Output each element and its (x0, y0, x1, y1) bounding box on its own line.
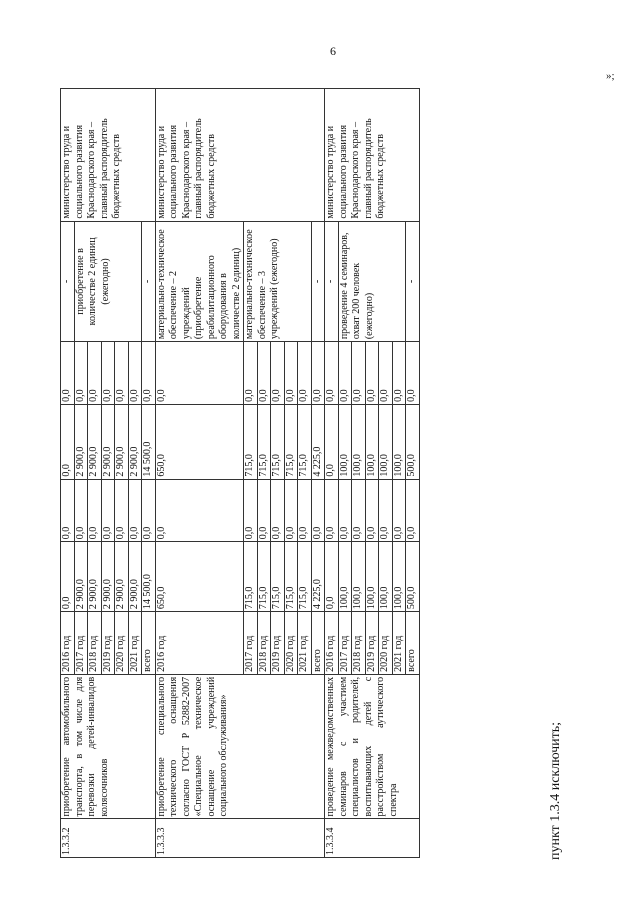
total-cell: 2 900,0 (74, 542, 88, 612)
federal-cell: 0,0 (338, 479, 352, 542)
local-cell: 0,0 (74, 342, 88, 405)
regional-cell: 715,0 (284, 404, 298, 479)
local-cell: 0,0 (101, 342, 115, 405)
regional-cell: 100,0 (352, 404, 366, 479)
federal-cell: 0,0 (311, 479, 325, 542)
year-cell: 2016 год (325, 612, 339, 675)
regional-cell: 2 900,0 (88, 404, 102, 479)
table-row (325, 89, 339, 858)
footnote: пункт 1.3.4 исключить; (548, 721, 563, 860)
total-cell: 100,0 (392, 542, 406, 612)
regional-cell: 100,0 (392, 404, 406, 479)
year-cell: 2018 год (352, 612, 366, 675)
total-cell: 2 900,0 (101, 542, 115, 612)
total-cell: 2 900,0 (115, 542, 129, 612)
regional-cell: 100,0 (379, 404, 393, 479)
federal-cell: 0,0 (74, 479, 88, 542)
regional-cell: 2 900,0 (101, 404, 115, 479)
regional-cell: 2 900,0 (115, 404, 129, 479)
year-cell: 2020 год (379, 612, 393, 675)
year-cell: всего (406, 612, 420, 675)
table-row (155, 89, 244, 858)
regional-cell: 4 225,0 (311, 404, 325, 479)
regional-cell: 715,0 (298, 404, 312, 479)
federal-cell: 0,0 (244, 479, 258, 542)
total-cell: 100,0 (379, 542, 393, 612)
local-cell: 0,0 (257, 342, 271, 405)
total-cell: 4 225,0 (311, 542, 325, 612)
total-cell: 14 500,0 (142, 542, 156, 612)
year-cell: 2021 год (298, 612, 312, 675)
table-body (61, 89, 420, 858)
year-cell: 2019 год (365, 612, 379, 675)
executor-cell: министерство труда и социального развития Краснодарского края – главный распорядитель бюджетных средств (325, 89, 420, 222)
regional-cell: 500,0 (406, 404, 420, 479)
federal-cell: 0,0 (325, 479, 339, 542)
local-cell: 0,0 (142, 342, 156, 405)
total-cell: 0,0 (61, 542, 75, 612)
rotated-content (60, 88, 590, 858)
year-cell: 2017 год (74, 612, 88, 675)
result-cell: материально-техническое обеспечение – 3 учреждений (ежегодно) (244, 221, 312, 342)
year-cell: 2018 год (88, 612, 102, 675)
result-cell: - (142, 221, 156, 342)
executor-cell: министерство труда и социального развития Краснодарского края – главный распорядитель бюджетных средств (155, 89, 325, 222)
local-cell: 0,0 (284, 342, 298, 405)
federal-cell: 0,0 (365, 479, 379, 542)
year-cell: всего (142, 612, 156, 675)
federal-cell: 0,0 (128, 479, 142, 542)
local-cell: 0,0 (352, 342, 366, 405)
year-cell: 2020 год (284, 612, 298, 675)
result-cell: материально-техническое обеспечение – 2 учреждений (приобретение реабилитационного оборудования в количестве 2 единиц) (155, 221, 244, 342)
item-name: приобретение специального технического оснащения согласно ГОСТ Р 52882-2007 «Специальное техническое оснащение учреждений социального обслуживания» (155, 674, 325, 819)
total-cell: 650,0 (155, 542, 244, 612)
corner-mark: »; (606, 70, 615, 82)
regional-cell: 715,0 (271, 404, 285, 479)
year-cell: всего (311, 612, 325, 675)
local-cell: 0,0 (88, 342, 102, 405)
item-code: 1.3.3.2 (61, 819, 156, 858)
result-cell: - (325, 221, 339, 342)
local-cell: 0,0 (271, 342, 285, 405)
item-name: проведение межведомственных семинаров с участием специалистов и родителей, воспитывающих детей с расстройством аутического спектра (325, 674, 420, 819)
local-cell: 0,0 (392, 342, 406, 405)
regional-cell: 0,0 (61, 404, 75, 479)
federal-cell: 0,0 (284, 479, 298, 542)
federal-cell: 0,0 (271, 479, 285, 542)
year-cell: 2016 год (155, 612, 244, 675)
year-cell: 2019 год (271, 612, 285, 675)
total-cell: 715,0 (271, 542, 285, 612)
regional-cell: 715,0 (257, 404, 271, 479)
total-cell: 715,0 (244, 542, 258, 612)
total-cell: 0,0 (325, 542, 339, 612)
federal-cell: 0,0 (61, 479, 75, 542)
federal-cell: 0,0 (88, 479, 102, 542)
result-cell: приобретение в количестве 2 единиц (ежегодно) (74, 221, 142, 342)
year-cell: 2018 год (257, 612, 271, 675)
local-cell: 0,0 (338, 342, 352, 405)
local-cell: 0,0 (155, 342, 244, 405)
total-cell: 715,0 (298, 542, 312, 612)
federal-cell: 0,0 (142, 479, 156, 542)
local-cell: 0,0 (115, 342, 129, 405)
program-table (60, 88, 420, 858)
total-cell: 2 900,0 (88, 542, 102, 612)
regional-cell: 100,0 (338, 404, 352, 479)
item-code: 1.3.3.3 (155, 819, 325, 858)
regional-cell: 2 900,0 (74, 404, 88, 479)
local-cell: 0,0 (298, 342, 312, 405)
local-cell: 0,0 (61, 342, 75, 405)
local-cell: 0,0 (128, 342, 142, 405)
total-cell: 500,0 (406, 542, 420, 612)
year-cell: 2021 год (128, 612, 142, 675)
result-cell: - (406, 221, 420, 342)
total-cell: 100,0 (338, 542, 352, 612)
total-cell: 2 900,0 (128, 542, 142, 612)
federal-cell: 0,0 (392, 479, 406, 542)
total-cell: 100,0 (365, 542, 379, 612)
federal-cell: 0,0 (406, 479, 420, 542)
table-row (61, 89, 75, 858)
total-cell: 715,0 (284, 542, 298, 612)
item-name: приобретение автомобильного транспорта, в том числе для перевозки детей-инвалидов колясочников (61, 674, 156, 819)
federal-cell: 0,0 (101, 479, 115, 542)
local-cell: 0,0 (406, 342, 420, 405)
year-cell: 2016 год (61, 612, 75, 675)
local-cell: 0,0 (365, 342, 379, 405)
year-cell: 2019 год (101, 612, 115, 675)
regional-cell: 0,0 (325, 404, 339, 479)
result-cell: - (311, 221, 325, 342)
local-cell: 0,0 (311, 342, 325, 405)
federal-cell: 0,0 (155, 479, 244, 542)
regional-cell: 715,0 (244, 404, 258, 479)
regional-cell: 2 900,0 (128, 404, 142, 479)
regional-cell: 14 500,0 (142, 404, 156, 479)
year-cell: 2017 год (244, 612, 258, 675)
regional-cell: 100,0 (365, 404, 379, 479)
executor-cell: министерство труда и социального развития Краснодарского края – главный распорядитель бюджетных средств (61, 89, 156, 222)
year-cell: 2021 год (392, 612, 406, 675)
federal-cell: 0,0 (298, 479, 312, 542)
federal-cell: 0,0 (379, 479, 393, 542)
year-cell: 2020 год (115, 612, 129, 675)
year-cell: 2017 год (338, 612, 352, 675)
item-code: 1.3.3.4 (325, 819, 420, 858)
result-cell: - (61, 221, 75, 342)
result-cell: проведение 4 семинаров, охват 200 человек (ежегодно) (338, 221, 406, 342)
local-cell: 0,0 (244, 342, 258, 405)
page-number: 6 (330, 44, 336, 58)
local-cell: 0,0 (379, 342, 393, 405)
federal-cell: 0,0 (115, 479, 129, 542)
total-cell: 100,0 (352, 542, 366, 612)
federal-cell: 0,0 (352, 479, 366, 542)
federal-cell: 0,0 (257, 479, 271, 542)
local-cell: 0,0 (325, 342, 339, 405)
total-cell: 715,0 (257, 542, 271, 612)
regional-cell: 650,0 (155, 404, 244, 479)
